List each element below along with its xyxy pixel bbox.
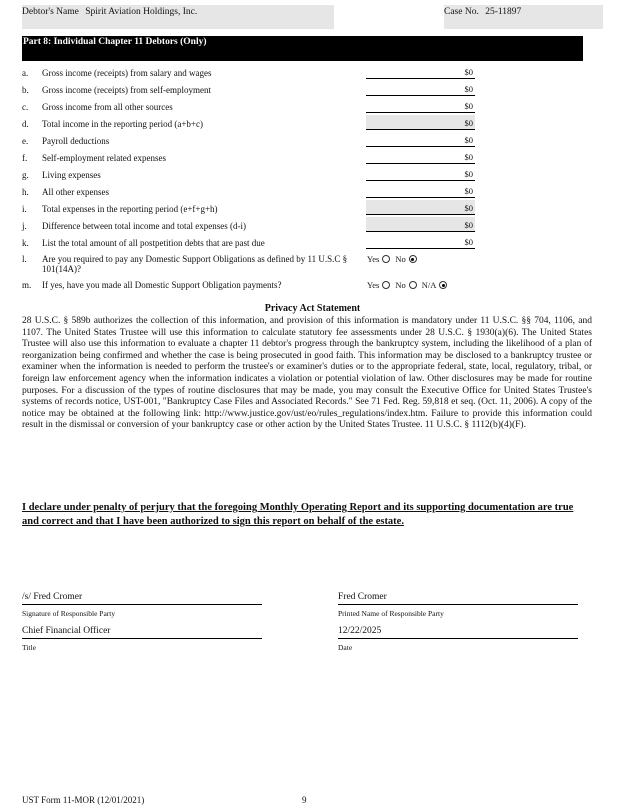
row-letter: c.: [22, 102, 29, 112]
na-radio[interactable]: [439, 281, 447, 289]
row-letter: f.: [22, 153, 28, 163]
no-radio[interactable]: [409, 255, 417, 263]
row-value-field[interactable]: $0: [366, 166, 475, 181]
table-row: [0, 98, 625, 115]
part8-title-bar: [22, 36, 583, 61]
yes-radio[interactable]: [382, 281, 390, 289]
row-label: Difference between total income and total expenses (d-i): [42, 221, 246, 231]
row-value-field[interactable]: $0: [366, 81, 475, 96]
table-row: [0, 64, 625, 81]
table-row: [0, 234, 625, 251]
row-label: All other expenses: [42, 187, 109, 197]
no-label: No: [395, 254, 406, 264]
debtor-name-label: Debtor's Name: [22, 7, 79, 17]
table-row: [0, 200, 625, 217]
no-radio[interactable]: [409, 281, 417, 289]
date-field[interactable]: 12/22/2025: [338, 625, 578, 639]
privacy-title: Privacy Act Statement: [264, 303, 361, 314]
question-label: If yes, have you made all Domestic Support Obligation payments?: [42, 280, 282, 290]
yes-label: Yes: [367, 254, 380, 264]
question-label: Are you required to pay any Domestic Support Obligations as defined by 11 U.S.C § 101(14A)?: [42, 254, 348, 274]
table-row: [0, 166, 625, 183]
question-l-radio-group: [367, 254, 422, 264]
table-row: [0, 217, 625, 234]
row-label: Gross income from all other sources: [42, 102, 173, 112]
row-value-field[interactable]: $0: [366, 98, 475, 113]
row-value-field[interactable]: $0: [366, 234, 475, 249]
date-caption: Date: [338, 643, 353, 652]
debtor-name-box: [22, 5, 334, 29]
yes-radio[interactable]: [382, 255, 390, 263]
question-letter: m.: [22, 280, 32, 290]
row-label: Living expenses: [42, 170, 101, 180]
row-letter: h.: [22, 187, 29, 197]
table-row: [0, 183, 625, 200]
row-value-field: $0: [366, 217, 475, 232]
row-letter: d.: [22, 119, 29, 129]
row-label: Self-employment related expenses: [42, 153, 166, 163]
row-label: Gross income (receipts) from salary and wages: [42, 68, 212, 78]
signature-field[interactable]: /s/ Fred Cromer: [22, 591, 262, 605]
row-value-field[interactable]: $0: [366, 149, 475, 164]
row-letter: k.: [22, 238, 29, 248]
case-number-label: Case No.: [444, 7, 479, 17]
table-row: [0, 81, 625, 98]
printed-name-field[interactable]: Fred Cromer: [338, 591, 578, 605]
yes-label: Yes: [367, 280, 380, 290]
question-letter: l.: [22, 254, 27, 264]
row-value-field: $0: [366, 200, 475, 215]
row-letter: i.: [22, 204, 27, 214]
row-letter: j.: [22, 221, 27, 231]
title-caption: Title: [22, 643, 36, 652]
row-value-field: $0: [366, 115, 475, 130]
debtor-name-value: Spirit Aviation Holdings, Inc.: [85, 7, 198, 17]
no-label: No: [395, 280, 406, 290]
row-label: Total expenses in the reporting period (e+f+g+h): [42, 204, 218, 214]
table-row: [0, 132, 625, 149]
printed-name-caption: Printed Name of Responsible Party: [338, 609, 444, 618]
case-number-box: [444, 5, 603, 29]
signature-caption: Signature of Responsible Party: [22, 609, 116, 618]
na-label: N/A: [421, 280, 437, 290]
table-row: [0, 115, 625, 132]
row-letter: b.: [22, 85, 29, 95]
declaration: I declare under penalty of perjury that the foregoing Monthly Operating Report and its supporting documentation are true and correct and that I have been authorized to sign this report on behalf of the estate.: [22, 502, 574, 527]
form-id: UST Form 11-MOR (12/01/2021): [22, 795, 145, 805]
table-row: [0, 149, 625, 166]
row-value-field[interactable]: $0: [366, 132, 475, 147]
privacy-body: 28 U.S.C. § 589b authorizes the collection of this information, and provision of this information is mandatory under 11 U.S.C. §§ 704, 1106, and 1107. The United States Trustee will use this information to calculate statutory fee assessments under 28 U.S.C. § 1930(a)(6). The United States Trustee will also use this information to evaluate a chapter 11 debtor's progress through the bankruptcy system, including the likelihood of a plan of reorganization being confirmed and whether the case is being prosecuted in good faith. This information may be disclosed to a bankruptcy trustee or examiner when the information is needed to perform the trustee's or examiner's duties or to the appropriate federal, state, local, regulatory, tribal, or foreign law enforcement agency when the information indicates a violation or potential violation of law. Other disclosures may be made for routine purposes. For a discussion of the types of routine disclosures that may be made, you may consult the Executive Office for United States Trustee's systems of records notice, UST-001, "Bankruptcy Case Files and Associated Records." See 71 Fed. Reg. 59,818 et seq. (Oct. 11, 2006). A copy of the notice may be obtained at the following link: http://www.justice.gov/ust/eo/rules_regulations/index.htm. Failure to provide this information could result in the dismissal or conversion of your bankruptcy case or other action by the United States Trustee. 11 U.S.C. § 1112(b)(4)(F).: [22, 316, 592, 431]
row-letter: a.: [22, 68, 29, 78]
title-field[interactable]: Chief Financial Officer: [22, 625, 262, 639]
case-number-value: 25-11897: [485, 7, 522, 17]
row-value-field[interactable]: $0: [366, 64, 475, 79]
row-label: Payroll deductions: [42, 136, 110, 146]
row-value-field[interactable]: $0: [366, 183, 475, 198]
page-number: 9: [302, 795, 307, 805]
row-label: List the total amount of all postpetition debts that are past due: [42, 238, 265, 248]
row-letter: g.: [22, 170, 29, 180]
row-label: Total income in the reporting period (a+b+c): [42, 119, 203, 129]
question-m-radio-group: [367, 280, 452, 290]
part8-title: Part 8: Individual Chapter 11 Debtors (Only): [23, 37, 207, 47]
row-label: Gross income (receipts) from self-employment: [42, 85, 211, 95]
row-letter: e.: [22, 136, 29, 146]
